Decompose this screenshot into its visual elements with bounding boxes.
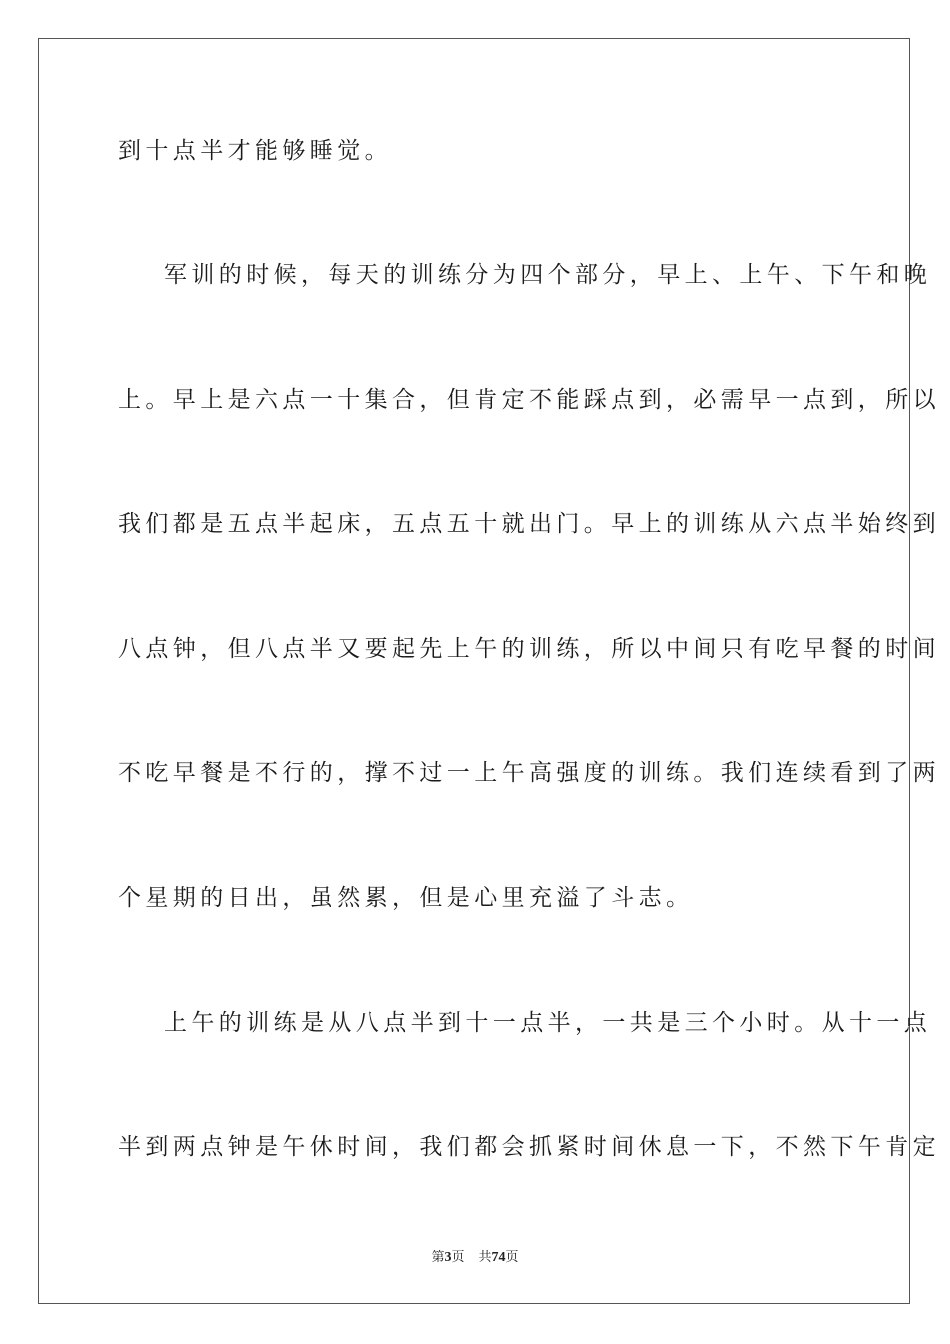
body-text-line-3: 上。早上是六点一十集合，但肯定不能踩点到，必需早一点到，所以 — [118, 387, 940, 413]
body-text-line-2: 军训的时候，每天的训练分为四个部分，早上、上午、下午和晚 — [164, 262, 932, 288]
body-text-line-8: 上午的训练是从八点半到十一点半，一共是三个小时。从十一点 — [164, 1010, 932, 1036]
page-border — [38, 38, 940, 1304]
body-text-line-4: 我们都是五点半起床，五点五十就出门。早上的训练从六点半始终到 — [118, 511, 940, 537]
body-text-line-1: 到十点半才能够睡觉。 — [118, 138, 392, 164]
total-prefix: 共 — [478, 1250, 492, 1265]
page-number: 3 — [444, 1250, 452, 1265]
page-prefix: 第 — [431, 1250, 445, 1265]
page-suffix: 页 — [451, 1250, 465, 1265]
total-pages: 74 — [491, 1250, 506, 1265]
body-text-line-6: 不吃早餐是不行的，撑不过一上午高强度的训练。我们连续看到了两 — [118, 760, 940, 786]
body-text-line-5: 八点钟，但八点半又要起先上午的训练，所以中间只有吃早餐的时间 — [118, 636, 940, 662]
body-text-line-9: 半到两点钟是午休时间，我们都会抓紧时间休息一下，不然下午肯定 — [118, 1134, 940, 1160]
body-text-line-7: 个星期的日出，虽然累，但是心里充溢了斗志。 — [118, 885, 694, 911]
page-footer — [0, 1246, 950, 1266]
total-suffix: 页 — [505, 1250, 519, 1265]
